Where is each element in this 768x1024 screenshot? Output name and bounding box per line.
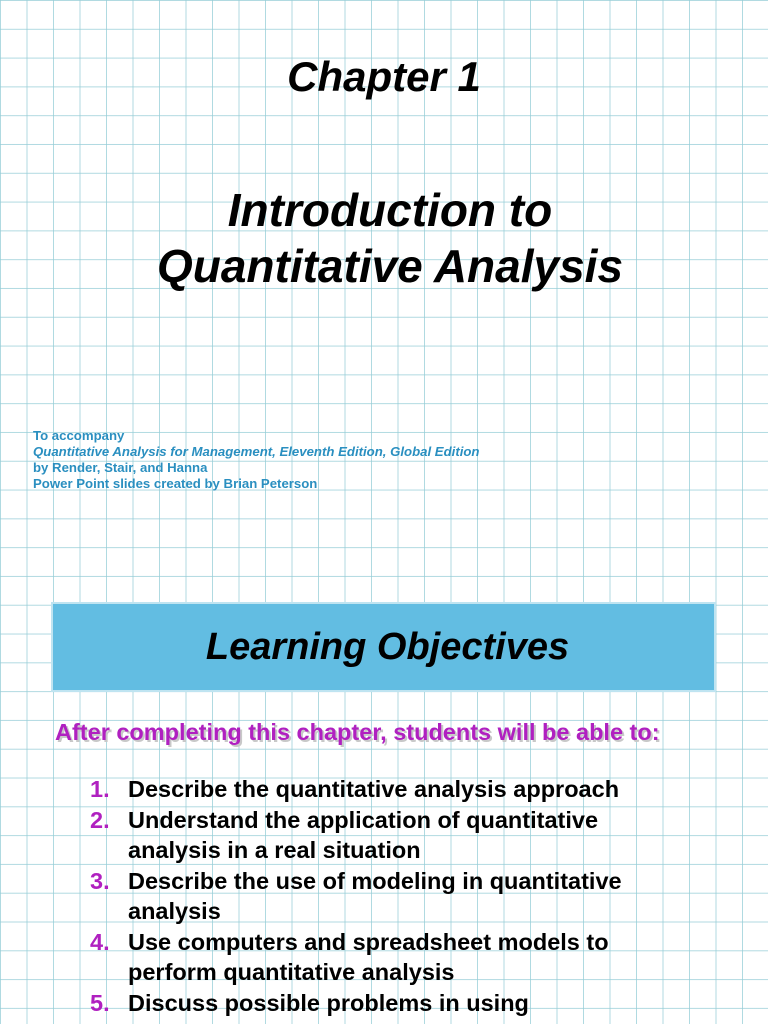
banner-title: Learning Objectives	[205, 625, 570, 668]
objectives-list	[90, 774, 730, 1018]
objective-number: 5.	[90, 989, 110, 1016]
objective-item	[90, 774, 730, 805]
objective-text: Understand the application of quantitative analysis in a real situation	[128, 806, 599, 863]
objective-text: Use computers and spreadsheet models to perform quantitative analysis	[128, 928, 609, 985]
main-title	[0, 182, 768, 294]
objective-item	[90, 866, 730, 927]
objective-item	[90, 805, 730, 866]
citation-authors: by Render, Stair, and Hanna	[33, 460, 208, 475]
main-title-line-1: Introduction to	[227, 184, 553, 236]
learning-objectives-banner	[53, 604, 714, 690]
objective-text: Describe the use of modeling in quantitative analysis	[128, 867, 622, 924]
objectives-intro: After completing this chapter, students will be able to:	[55, 719, 660, 745]
objective-number: 3.	[90, 867, 110, 894]
objective-number: 2.	[90, 806, 110, 833]
citation-block	[33, 428, 479, 492]
citation-intro: To accompany	[33, 428, 125, 443]
objective-number: 1.	[90, 776, 110, 802]
citation-slides-credit: Power Point slides created by Brian Peterson	[33, 476, 318, 491]
objective-item	[90, 988, 730, 1019]
objective-number: 4.	[90, 928, 110, 955]
chapter-title: Chapter 1	[287, 53, 481, 100]
objective-item	[90, 927, 730, 988]
citation-book-title: Quantitative Analysis for Management, Eleventh Edition, Global Edition	[33, 444, 480, 459]
main-title-line-2: Quantitative Analysis	[156, 240, 624, 292]
objective-text: Discuss possible problems in using	[128, 989, 529, 1016]
objective-text: Describe the quantitative analysis approach	[128, 776, 620, 802]
